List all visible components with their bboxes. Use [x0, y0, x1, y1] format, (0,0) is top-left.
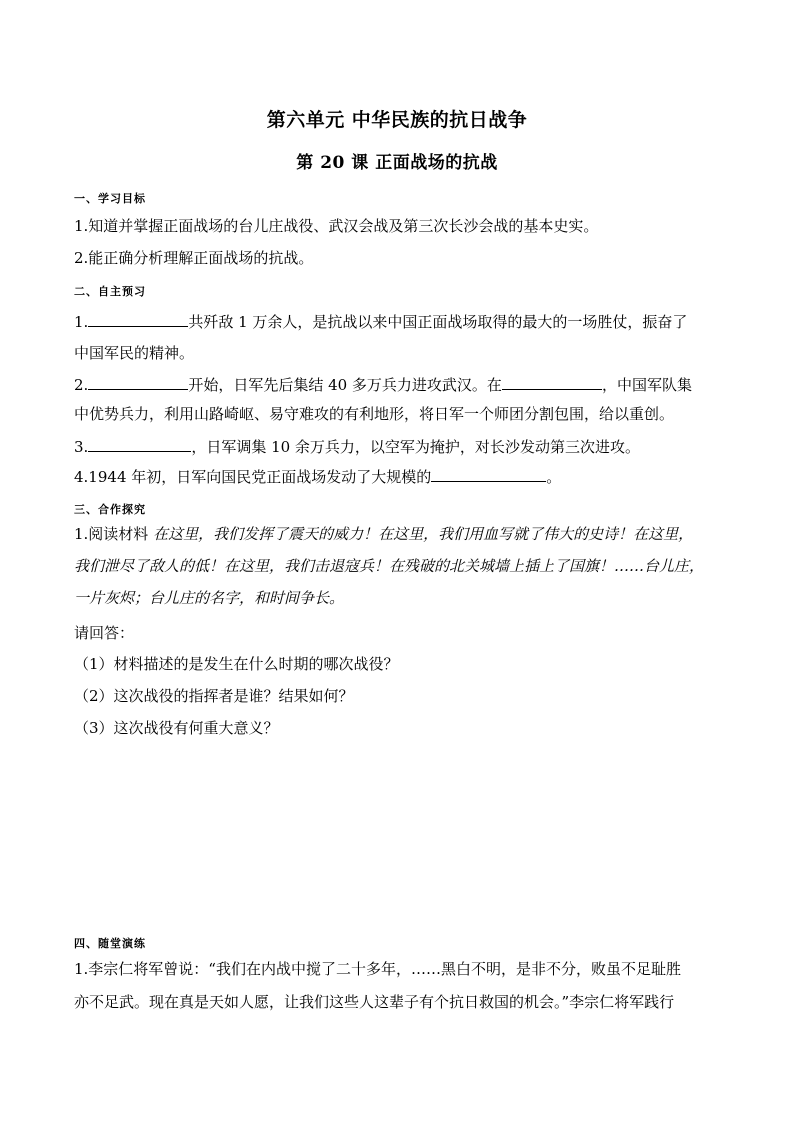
- q1-blank[interactable]: [88, 311, 188, 327]
- q2-text-b: ，中国军队集: [601, 376, 692, 394]
- preview-q1-line2: 中国军民的精神。: [74, 344, 195, 362]
- preview-q4: [74, 466, 561, 487]
- q2-blank-1[interactable]: [88, 374, 188, 390]
- explore-question-1: （1）材料描述的是发生在什么时期的哪次战役？: [74, 655, 399, 673]
- explore-question-2: （2）这次战役的指挥者是谁？结果如何？: [74, 687, 354, 705]
- explore-lead: 1.阅读材料: [74, 525, 154, 543]
- explore-question-3: （3）这次战役有何重大意义？: [74, 719, 279, 737]
- q3-text: ，日军调集 10 余万兵力，以空军为掩护，对长沙发动第三次进攻。: [191, 438, 640, 456]
- practice-line-1: 1.李宗仁将军曾说：“我们在内战中搅了二十多年，……黑白不明，是非不分，败虽不足耻胜: [74, 960, 681, 978]
- preview-q1-line1: [74, 311, 687, 332]
- q1-text-a: 共歼敌 1 万余人，是抗战以来中国正面战场取得的最大的一场胜仗，振奋了: [188, 313, 688, 331]
- preview-q2-line2: 中优势兵力，利用山路崎岖、易守难攻的有利地形，将日军一个师团分割包围，给以重创。: [74, 405, 675, 423]
- lesson-title: 第 20 课 正面战场的抗战: [296, 153, 498, 173]
- unit-title: 第六单元 中华民族的抗日战争: [266, 109, 528, 131]
- objective-2: 2.能正确分析理解正面战场的抗战。: [74, 249, 314, 267]
- q2-blank-2[interactable]: [502, 374, 602, 390]
- preview-q3: [74, 436, 640, 457]
- q3-blank[interactable]: [88, 436, 191, 452]
- explore-prompt: 请回答：: [74, 624, 135, 642]
- q4-text-b: 。: [546, 468, 562, 486]
- preview-q2-line1: [74, 374, 692, 395]
- q4-text-a: 4.1944 年初，日军向国民党正面战场发动了大规模的: [74, 468, 432, 486]
- section-heading-practice: 四、随堂演练: [74, 937, 146, 950]
- explore-material-line3: 一片灰烬；台儿庄的名字，和时间争长。: [74, 589, 345, 607]
- section-heading-objectives: 一、学习目标: [74, 192, 146, 205]
- q4-blank[interactable]: [431, 466, 546, 482]
- q1-number: 1.: [74, 313, 89, 331]
- objective-1: 1.知道并掌握正面战场的台儿庄战役、武汉会战及第三次长沙会战的基本史实。: [74, 217, 599, 235]
- q3-number: 3.: [74, 438, 89, 456]
- practice-line-2: 亦不足武。现在真是天如人愿，让我们这些人这辈子有个抗日救国的机会。”李宗仁将军践行: [74, 993, 675, 1011]
- explore-material-line2: 我们泄尽了敌人的低！在这里，我们击退寇兵！在残破的北关城墙上插上了国旗！……台儿庄，: [74, 557, 705, 575]
- q2-text-a: 开始，日军先后集结 40 多万兵力进攻武汉。在: [188, 376, 502, 394]
- explore-material-line1: [74, 524, 693, 544]
- section-heading-explore: 三、合作探究: [74, 503, 146, 516]
- q2-number: 2.: [74, 376, 89, 394]
- section-heading-preview: 二、自主预习: [74, 285, 146, 298]
- material-text-1: 在这里，我们发挥了震天的威力！在这里，我们用血写就了伟大的史诗！在这里，: [153, 525, 694, 543]
